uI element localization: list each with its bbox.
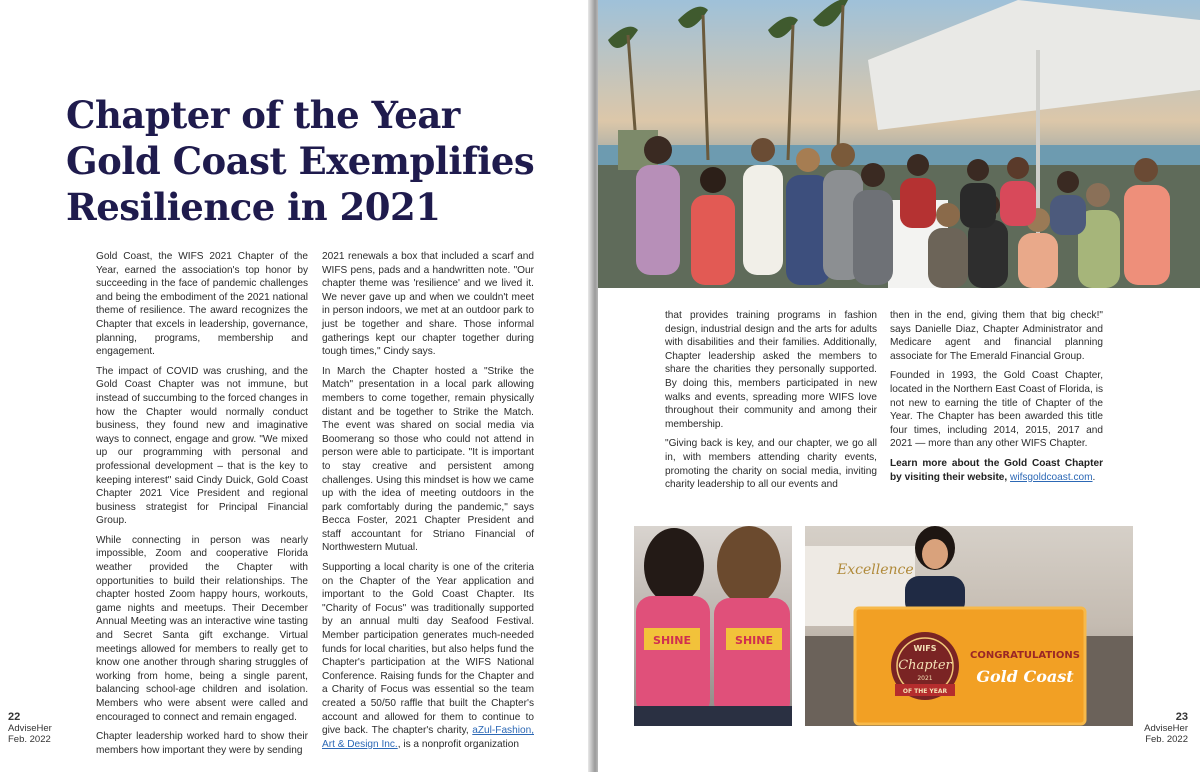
sign-name: Gold Coast: [976, 667, 1074, 686]
group-photo: [598, 0, 1200, 288]
magazine-name: AdviseHer: [8, 723, 52, 734]
article-column-4: [890, 309, 1103, 490]
article-column-3: [665, 309, 877, 498]
award-photo: [805, 526, 1133, 726]
charity-link[interactable]: aZul-Fashion, Art & Design Inc.: [322, 725, 534, 750]
call-to-action: [890, 457, 1103, 484]
paragraph: Chapter leadership worked hard to show their members how important they were by sending: [96, 731, 308, 756]
seal-bottom: OF THE YEAR: [902, 688, 948, 695]
paragraph: The impact of COVID was crushing, and the Gold Coast Chapter was not immune, but instead of succumbing to the forced changes in how the Chapter would normally conduct business, they found new and imaginative ways to connect, engage and grow. "We mixed up our programming with personal and professional development – that is the key to keeping interest" said Cindy Duick, Gold Coast Chapter 2021 Vice President and regional business strategist for Principal Financial Group.: [96, 365, 308, 527]
article-column-1: [96, 250, 308, 763]
award-photo-illustration: [805, 526, 1133, 726]
paragraph: [322, 561, 534, 751]
article-title: [66, 92, 566, 230]
website-link[interactable]: wifsgoldcoast.com: [1010, 471, 1093, 483]
page-folio-right: [1144, 712, 1188, 745]
shirts-photo: [634, 526, 792, 726]
paragraph: While connecting in person was nearly impossible, Zoom and cooperative Florida weather provided the Chapter with opportunities to build their relationships. The chapter hosted Zoom happy hours, workouts, game nights and meetups. Their December Annual Meeting was an interactive wine tasting and Secret Santa gift exchange. Virtual meetings allowed for members to really get to know one another through sharing struggles of working from home, being a single parent, balancing school-age children and isolation. Members who were absent were called and encouraged to connect and remain engaged.: [96, 534, 308, 723]
magazine-name: AdviseHer: [1144, 723, 1188, 734]
title-line-2: Gold Coast Exemplifies: [66, 139, 535, 183]
seal-mid: Chapter: [898, 658, 952, 673]
sign-congrats: CONGRATULATIONS: [970, 650, 1080, 661]
group-photo-illustration: [598, 0, 1200, 288]
paragraph-tail: , is a nonprofit organization: [397, 738, 519, 750]
shirt-text-right: SHINE: [735, 634, 773, 647]
paragraph: "Giving back is key, and our chapter, we go all in, with members attending charity events, promoting the charity on social media, inviting charity leadership to all our events and: [665, 438, 877, 491]
paragraph-text: Supporting a local charity is one of the criteria on the Chapter of the Year application and important to the Gold Coast Chapter. Its "Charity of Focus" was traditionally supported by an annual multi day Seafood Festival. Member participation generates much-needed funds for local charities, but also helps fund the Chapter's participation at the WIFS National Conference. Raising funds for the Chapter and a Charity of Focus was essential so the team created a 50/50 raffle that built the Chapter's account and allowed for them to continue to give back. The chapter's charity,: [322, 562, 534, 737]
paragraph: Gold Coast, the WIFS 2021 Chapter of the Year, earned the association's top honor by succeeding in the face of pandemic challenges and being the embodiment of the 2021 national theme of resilience. The award recognizes the Chapter that excels in leadership, governance, planning, programs, membership and engagement.: [96, 251, 308, 358]
cta-end: .: [1092, 471, 1096, 483]
issue-date: Feb. 2022: [8, 734, 51, 745]
page-number: 23: [1175, 711, 1188, 723]
seal-year: 2021: [917, 675, 933, 682]
shirts-photo-illustration: [634, 526, 792, 726]
page-folio-left: [8, 712, 52, 745]
banner-text: Excellence: [837, 562, 914, 578]
page-number: 22: [8, 711, 21, 723]
title-line-1: Chapter of the Year: [66, 93, 460, 137]
paragraph: In March the Chapter hosted a "Strike the Match" presentation in a local park allowing members to come together, remain physically distant and be together to Strike the Match. The event was shared on social media via Boomerang so those who could not attend in person were able to participate. "It is important to stay creative and persistent among challenges. Using this mindset is how we came up with the idea of meeting outdoors in the park comfortably during the pandemic," says Becca Foster, 2021 Chapter President and staff accountant for Striano Financial of Northwestern Mutual.: [322, 365, 534, 554]
paragraph: 2021 renewals a box that included a scarf and WIFS pens, pads and a handwritten note. "Our chapter theme was 'resilience' and we lived it. We never gave up and when we couldn't meet in person indoors, we met at an outdoor park to just be together and share. Those informal gatherings kept our chapter together during tough times," Cindy says.: [322, 251, 534, 358]
cta-text: Learn more about the Gold Coast Chapter by visiting their website,: [890, 457, 1103, 483]
issue-date: Feb. 2022: [1145, 734, 1188, 745]
left-page: [0, 0, 592, 772]
paragraph: Founded in 1993, the Gold Coast Chapter, located in the Northern East Coast of Florida, is not new to earning the title of Chapter of the Year. The Chapter has been awarded this title four times, including 2014, 2015, 2017 and 2021 — more than any other WIFS Chapter.: [890, 370, 1103, 450]
shirt-text-left: SHINE: [653, 634, 691, 647]
paragraph: that provides training programs in fashion design, industrial design and the arts for adults with disabilities and their families. Additionally, Chapter leadership asked the members to share the charities they personally supported. By doing this, members participated in new walks and events, spreading more WIFS love throughout their community and among their membership.: [665, 310, 877, 430]
paragraph: then in the end, giving them that big check!" says Danielle Diaz, Chapter Administrator and Medicare agent and financial planning associate for The Emerald Financial Group.: [890, 310, 1103, 362]
seal-top: WIFS: [913, 644, 937, 653]
article-column-2: [322, 250, 534, 757]
title-line-3: Resilience in 2021: [66, 185, 441, 229]
